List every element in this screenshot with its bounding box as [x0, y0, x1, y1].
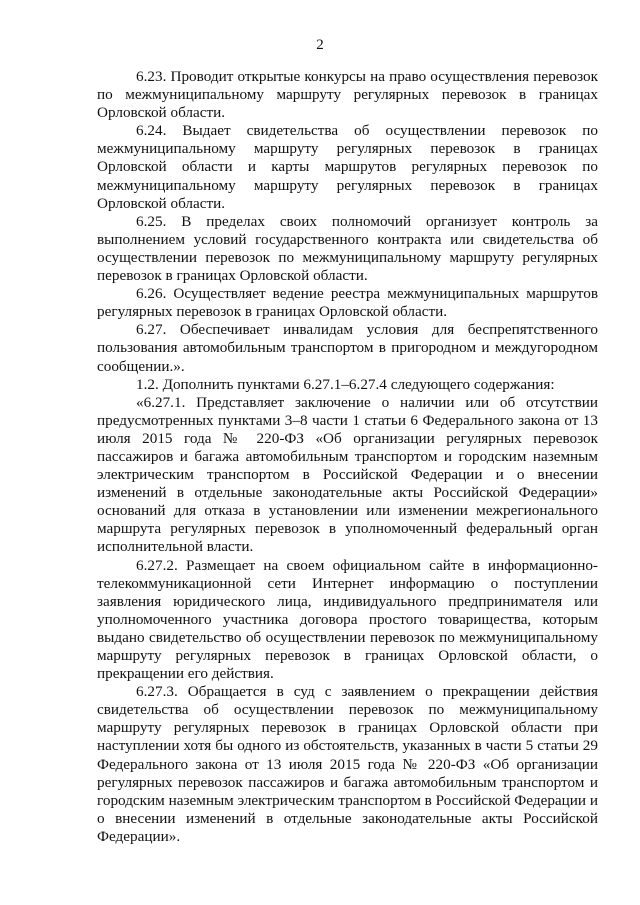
paragraph-6-23: 6.23. Проводит открытые конкурсы на право осуществления перевозок по межмуниципальному маршруту регулярных перевозок в границах Орловской области.	[97, 68, 598, 122]
paragraph-6-25: 6.25. В пределах своих полномочий организует контроль за выполнением условий государственного контракта или свидетельства об осуществлении перевозок по межмуниципальному маршруту регулярных перевозок в границах Орловской области.	[97, 212, 598, 285]
paragraph-6-27: 6.27. Обеспечивает инвалидам условия для беспрепятственного пользования автомобильным транспортом в пригородном и междугородном сообщении.».	[97, 321, 598, 375]
paragraph-6-26: 6.26. Осуществляет ведение реестра межмуниципальных маршрутов регулярных перевозок в границах Орловской области.	[97, 285, 598, 321]
document-body	[97, 68, 598, 846]
paragraph-6-27-3: 6.27.3. Обращается в суд с заявлением о прекращении действия свидетельства об осуществлении перевозок по межмуниципальному маршруту регулярных перевозок в границах Орловской области при наступлении хотя бы одного из обстоятельств, указанных в части 5 статьи 29 Федерального закона от 13 июля 2015 года № 220-ФЗ «Об организации регулярных перевозок пассажиров и багажа автомобильным транспортом и городским наземным электрическим транспортом в Российской Федерации и о внесении изменений в отдельные законодательные акты Российской Федерации».	[97, 683, 598, 845]
paragraph-6-24: 6.24. Выдает свидетельства об осуществлении перевозок по межмуниципальному маршруту регулярных перевозок в границах Орловской области и карты маршрутов регулярных перевозок по межмуниципальному маршруту регулярных перевозок в границах Орловской области.	[97, 122, 598, 212]
paragraph-1-2: 1.2. Дополнить пунктами 6.27.1–6.27.4 следующего содержания:	[136, 375, 555, 393]
paragraph-6-27-2: 6.27.2. Размещает на своем официальном сайте в информационно-телекоммуникационной сети Интернет информацию о поступлении заявления юридического лица, индивидуального предпринимателя или уполномоченного участника договора простого товарищества, которым выдано свидетельство об осуществлении перевозок по межмуниципальному маршруту регулярных перевозок в границах Орловской области, о прекращении его действия.	[97, 556, 598, 683]
page-number: 2	[316, 37, 324, 53]
paragraph-6-27-1: «6.27.1. Представляет заключение о наличии или об отсутствии предусмотренных пунктами 3–8 части 1 статьи 6 Федерального закона от 13 июля 2015 года № 220-ФЗ «Об организации регулярных перевозок пассажиров и багажа автомобильным транспортом и городским наземным электрическим транспортом в Российской Федерации и о внесении изменений в отдельные законодательные акты Российской Федерации» оснований для отказа в установлении или изменении межрегионального маршрута регулярных перевозок в уполномоченный федеральный орган исполнительной власти.	[97, 393, 598, 556]
